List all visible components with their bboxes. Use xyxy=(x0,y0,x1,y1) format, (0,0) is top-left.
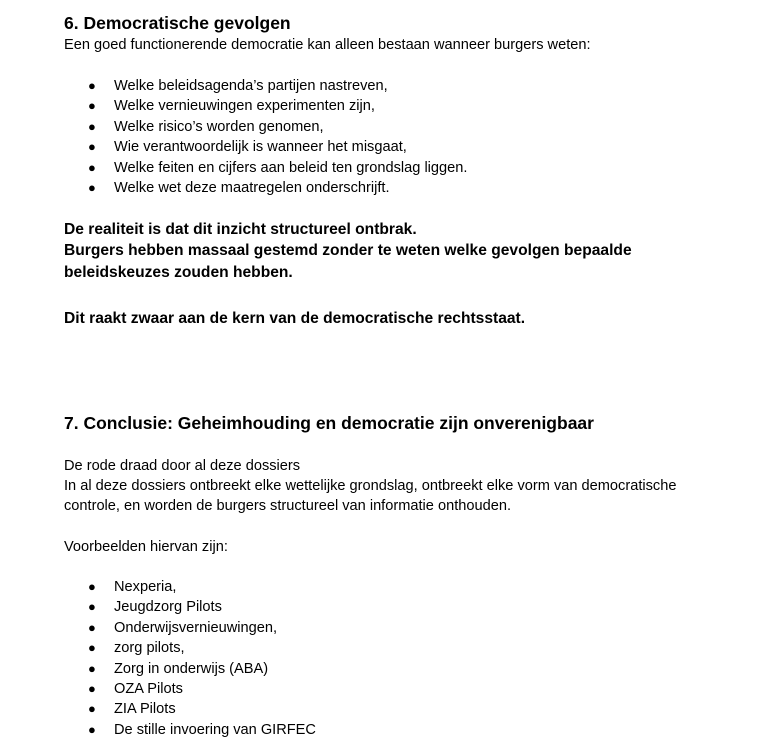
list-item: ● Welke risico’s worden genomen, xyxy=(64,117,467,137)
bullet-icon: ● xyxy=(88,579,96,594)
list-item: ● Jeugdzorg Pilots xyxy=(64,597,316,617)
list-item: ● Welke beleidsagenda’s partijen nastreven, xyxy=(64,76,467,96)
bullet-icon: ● xyxy=(88,98,96,114)
list-item: ● Onderwijsvernieuwingen, xyxy=(64,618,316,638)
bullet-icon: ● xyxy=(88,118,96,134)
section-7-heading: 7. Conclusie: Geheimhouding en democratie zijn onverenigbaar xyxy=(64,413,594,433)
list-item: ● Wie verantwoordelijk is wanneer het misgaat, xyxy=(64,137,467,157)
section-6-bold-statement-2: Burgers hebben massaal gestemd zonder te weten welke gevolgen bepaalde beleidskeuzes zouden hebben. xyxy=(64,242,632,281)
bullet-icon: ● xyxy=(88,681,96,697)
bullet-icon: ● xyxy=(88,640,96,656)
section-6-bold-statement: De realiteit is dat dit inzicht structureel ontbrak. xyxy=(64,221,417,238)
bullet-icon: ● xyxy=(88,159,96,175)
list-item: ● Nexperia, xyxy=(64,577,316,597)
list-item: ● Zorg in onderwijs (ABA) xyxy=(64,659,316,679)
bullet-icon: ● xyxy=(88,619,96,635)
bullet-icon: ● xyxy=(88,599,96,615)
section-7-bullet-list xyxy=(64,577,316,740)
section-7-examples-intro: Voorbeelden hiervan zijn: xyxy=(64,539,228,555)
section-6-bold-conclusion: Dit raakt zwaar aan de kern van de democratische rechtsstaat. xyxy=(64,310,526,327)
list-item: ● zorg pilots, xyxy=(64,638,316,658)
bullet-icon: ● xyxy=(88,701,96,717)
bullet-icon: ● xyxy=(88,139,96,155)
list-item: ● Welke wet deze maatregelen onderschrijft. xyxy=(64,178,467,198)
list-item: ● ZIA Pilots xyxy=(64,699,316,719)
section-6-heading: 6. Democratische gevolgen xyxy=(64,13,291,33)
bullet-icon: ● xyxy=(88,180,96,196)
section-6-bullet-list xyxy=(64,76,467,198)
list-item: ● OZA Pilots xyxy=(64,679,316,699)
list-item: ● Welke feiten en cijfers aan beleid ten grondslag liggen. xyxy=(64,158,467,178)
bullet-icon: ● xyxy=(88,721,96,737)
section-7-paragraph: In al deze dossiers ontbreekt elke wettelijke grondslag, ontbreekt elke vorm van democratische controle, en worden de burgers structureel van informatie onthouden. xyxy=(64,478,677,514)
section-7-subtitle: De rode draad door al deze dossiers xyxy=(64,458,301,474)
list-item: ● De stille invoering van GIRFEC xyxy=(64,720,316,740)
section-6-intro: Een goed functionerende democratie kan alleen bestaan wanneer burgers weten: xyxy=(64,37,591,53)
list-item: ● Welke vernieuwingen experimenten zijn, xyxy=(64,96,467,116)
bullet-icon: ● xyxy=(88,660,96,676)
bullet-icon: ● xyxy=(88,78,96,93)
